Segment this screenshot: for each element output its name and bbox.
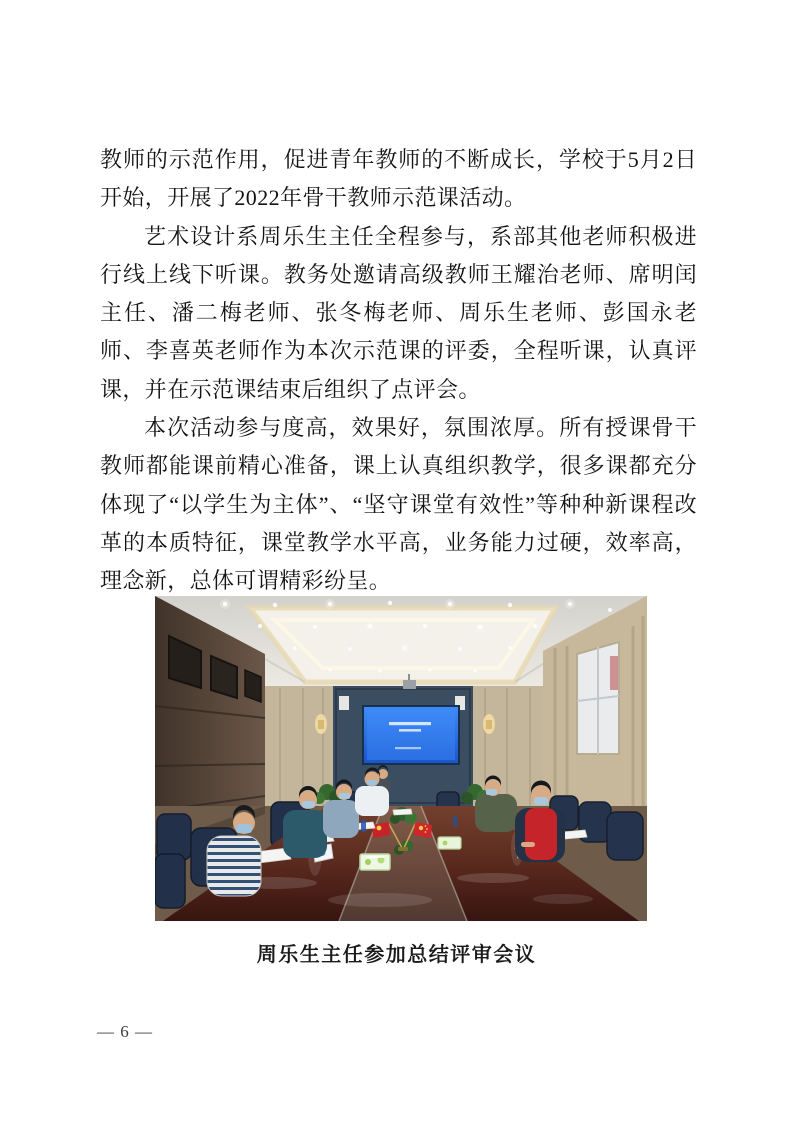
building-outside [610, 656, 618, 690]
water-bottle [361, 820, 366, 832]
figure-caption: 周乐生主任参加总结评审会议 [256, 944, 537, 966]
presentation-screen [363, 706, 459, 764]
tissue-box [360, 854, 390, 870]
body-paragraph: 本次活动参与度高，效果好，氛围浓厚。所有授课骨干教师都能课前精心准备，课上认真组织教学，很多课都充分体现了“以学生为主体”、“坚守课堂有效性”等种种新课程改革的本质特征，课堂教学水平高，业务能力过硬，效率高，理念新，总体可谓精彩纷呈。 [100, 415, 697, 594]
meeting-photo-illustration [155, 596, 647, 921]
meeting-photo [155, 596, 647, 921]
projector [403, 680, 416, 689]
page-number: — 6 — [97, 1022, 153, 1041]
writing-hand [521, 842, 535, 847]
speaker-left [339, 696, 349, 710]
flag-stand [398, 847, 408, 851]
water-bottle-2 [453, 816, 458, 827]
body-paragraph: 教师的示范作用，促进青年教师的不断成长，学校于5月2日开始，开展了2022年骨干教师示范课活动。 [100, 147, 697, 211]
body-paragraph: 艺术设计系周乐生主任全程参与，系部其他老师积极进行线上线下听课。教务处邀请高级教师王耀治老师、席明闰主任、潘二梅老师、张冬梅老师、周乐生老师、彭国永老师、李喜英老师作为本次示范课的评委，全程听课，认真评课，并在示范课结束后组织了点评会。 [100, 223, 697, 402]
tissue-box-2 [438, 837, 461, 849]
body-text-block [100, 141, 697, 601]
